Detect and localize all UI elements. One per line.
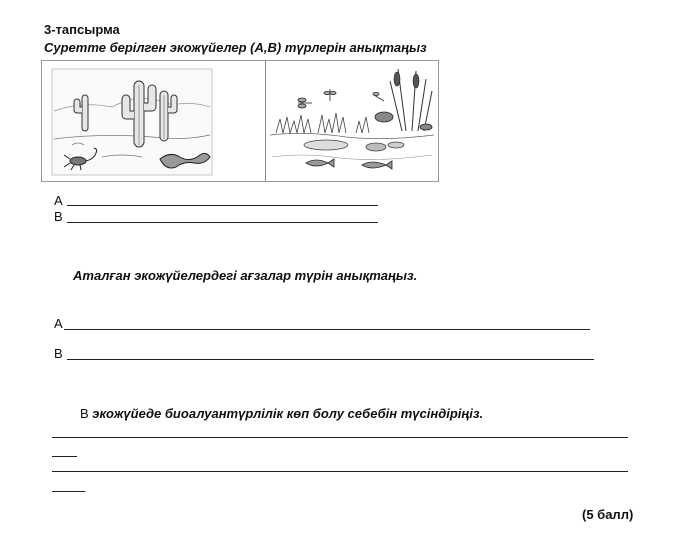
desert-scene-image [42,61,265,181]
score-label: (5 балл) [582,507,634,522]
task-title: 3-тапсырма [44,22,120,37]
q2-answer-a-label: А [54,316,63,331]
q3-answer-line-2[interactable] [52,471,628,472]
answer-b-line[interactable] [67,222,378,223]
q3-answer-line-1-cont[interactable] [52,456,77,457]
q2-answer-b-label: В [54,346,63,361]
q2-answer-b-line[interactable] [67,359,594,360]
question-2-text: Аталған экожүйелердегі ағзалар түрін анықтаңыз. [73,268,418,283]
answer-a-label: А [54,193,63,208]
question-3-body: экожүйеде биоалуантүрлілік көп болу себебін түсіндіріңіз. [92,406,484,421]
q3-answer-line-2-cont[interactable] [52,491,85,492]
task-instruction: Суретте берілген экожүйелер (А,В) түрлерін анықтаңыз [44,40,427,55]
q2-answer-a-line[interactable] [64,329,590,330]
question-3-text [80,406,483,421]
q3-answer-line-1[interactable] [52,437,628,438]
ecosystem-figure [41,60,439,182]
question-3-prefix: В [80,406,89,421]
answer-a-line[interactable] [67,205,378,206]
answer-b-label: В [54,209,63,224]
pond-scene-image [266,61,438,181]
